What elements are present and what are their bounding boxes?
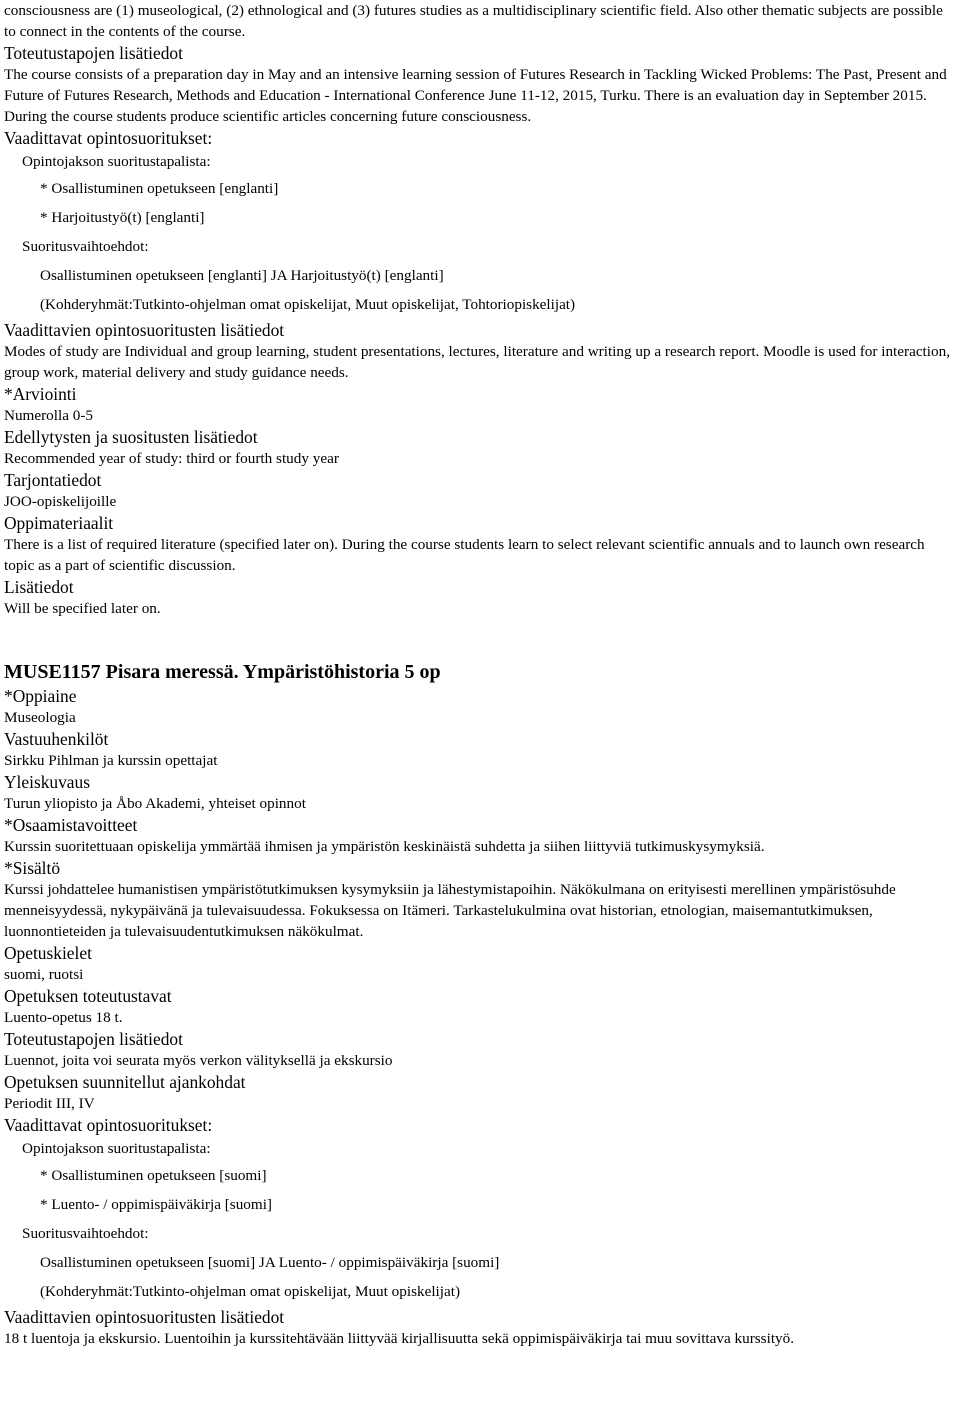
opetuksen-toteutustavat-text: Luento-opetus 18 t.	[4, 1009, 123, 1026]
opetuskielet-text: suomi, ruotsi	[4, 966, 84, 983]
course-title: MUSE1157 Pisara meressä. Ympäristöhistoria 5 op	[4, 661, 441, 683]
suoritustapalista-label-2: Opintojakson suoritustapalista:	[22, 1140, 211, 1157]
kohderyhmat-text-2: (Kohderyhmät:Tutkinto-ohjelman omat opiskelijat, Muut opiskelijat)	[40, 1283, 460, 1300]
arviointi-text: Numerolla 0-5	[4, 407, 93, 424]
osaamistavoitteet-text: Kurssin suoritettuaan opiskelija ymmärtää ihmisen ja ympäristön keskinäistä suhdetta ja siihen liittyviä tutkimuskysymyksiä.	[4, 838, 765, 855]
heading-yleiskuvaus: Yleiskuvaus	[4, 772, 90, 792]
heading-sisalto: *Sisältö	[4, 858, 61, 878]
toteutustapojen-lisatiedot-text-2: Luennot, joita voi seurata myös verkon välityksellä ja ekskursio	[4, 1052, 393, 1069]
heading-osaamistavoitteet: *Osaamistavoitteet	[4, 815, 138, 835]
oppimateriaalit-text: There is a list of required literature (specified later on). During the course students learn to select relevant scientific annuals and to launch own research topic as a part of scientific discussion.	[4, 536, 925, 574]
yleiskuvaus-text: Turun yliopisto ja Åbo Akademi, yhteiset opinnot	[4, 795, 306, 812]
suoritusvaihtoehdot-label: Suoritusvaihtoehdot:	[22, 238, 149, 255]
heading-oppiaine: *Oppiaine	[4, 686, 77, 706]
section-gap	[4, 619, 956, 659]
heading-vaadittavien-lisatiedot: Vaadittavien opintosuoritusten lisätiedot	[4, 320, 285, 340]
heading-opetuksen-toteutustavat: Opetuksen toteutustavat	[4, 986, 172, 1006]
heading-vaadittavat-opintosuoritukset-2: Vaadittavat opintosuoritukset:	[4, 1115, 213, 1135]
heading-tarjontatiedot: Tarjontatiedot	[4, 470, 102, 490]
suunnitellut-ajankohdat-text: Periodit III, IV	[4, 1095, 95, 1112]
heading-opetuskielet: Opetuskielet	[4, 943, 92, 963]
suoritustapa-item: * Osallistuminen opetukseen [englanti]	[40, 180, 279, 197]
kohderyhmat-text: (Kohderyhmät:Tutkinto-ohjelman omat opiskelijat, Muut opiskelijat, Tohtoriopiskelijat)	[40, 296, 576, 313]
heading-lisatiedot: Lisätiedot	[4, 577, 74, 597]
vaadittavien-lisatiedot-text: Modes of study are Individual and group learning, student presentations, lectures, literature and writing up a research report. Moodle is used for interaction, group work, material delivery and study guidance needs.	[4, 343, 950, 381]
heading-edellytysten-lisatiedot: Edellytysten ja suositusten lisätiedot	[4, 427, 258, 447]
suoritustapa-item: * Osallistuminen opetukseen [suomi]	[40, 1167, 267, 1184]
vastuuhenkilot-text: Sirkku Pihlman ja kurssin opettajat	[4, 752, 218, 769]
oppiaine-text: Museologia	[4, 709, 76, 726]
suoritusvaihtoehto-text: Osallistuminen opetukseen [englanti] JA Harjoitustyö(t) [englanti]	[40, 267, 444, 284]
toteutustapojen-lisatiedot-text: The course consists of a preparation day in May and an intensive learning session of Futures Research in Tackling Wicked Problems: The Past, Present and Future of Futures Research, Methods and Education - International Conference June 11-12, 2015, Turku. There is an evaluation day in September 2015. During the course students produce scientific articles concerning future consciousness.	[4, 66, 947, 125]
tarjontatiedot-text: JOO-opiskelijoille	[4, 493, 117, 510]
lisatiedot-text: Will be specified later on.	[4, 600, 161, 617]
suoritusvaihtoehdot-label-2: Suoritusvaihtoehdot:	[22, 1225, 149, 1242]
intro-text: consciousness are (1) museological, (2) ethnological and (3) futures studies as a multidisciplinary scientific field. Also other thematic subjects are possible to connect in the contents of the course.	[4, 2, 943, 40]
vaadittavien-lisatiedot-text-2: 18 t luentoja ja ekskursio. Luentoihin ja kurssitehtävään liittyvää kirjallisuutta sekä oppimispäiväkirja tai muu sovittava kurssityö.	[4, 1330, 795, 1347]
suoritusvaihtoehto-text-2: Osallistuminen opetukseen [suomi] JA Luento- / oppimispäiväkirja [suomi]	[40, 1254, 500, 1271]
sisalto-text: Kurssi johdattelee humanistisen ympäristötutkimuksen kysymyksiin ja lähestymistapoihin. Näkökulmana on erityisesti merellinen ympäristösuhde menneisyydessä, nykypäivänä ja tulevaisuudessa. Fokuksessa on Itämeri. Tarkastelukulmina ovat historian, etnologian, maisemantutkimuksen, luonnontieteiden ja tulevaisuudentutkimuksen näkökulmat.	[4, 881, 896, 940]
suoritustapalista-label: Opintojakson suoritustapalista:	[22, 153, 211, 170]
heading-vaadittavien-lisatiedot-2: Vaadittavien opintosuoritusten lisätiedot	[4, 1307, 285, 1327]
document-page	[4, 0, 956, 1349]
suoritustapa-item: * Harjoitustyö(t) [englanti]	[40, 209, 205, 226]
heading-vastuuhenkilot: Vastuuhenkilöt	[4, 729, 109, 749]
heading-suunnitellut-ajankohdat: Opetuksen suunnitellut ajankohdat	[4, 1072, 246, 1092]
edellytysten-lisatiedot-text: Recommended year of study: third or fourth study year	[4, 450, 339, 467]
heading-vaadittavat-opintosuoritukset: Vaadittavat opintosuoritukset:	[4, 128, 213, 148]
heading-toteutustapojen-lisatiedot: Toteutustapojen lisätiedot	[4, 43, 183, 63]
heading-oppimateriaalit: Oppimateriaalit	[4, 513, 114, 533]
heading-toteutustapojen-lisatiedot-2: Toteutustapojen lisätiedot	[4, 1029, 183, 1049]
suoritustapa-item: * Luento- / oppimispäiväkirja [suomi]	[40, 1196, 272, 1213]
heading-arviointi: *Arviointi	[4, 384, 77, 404]
